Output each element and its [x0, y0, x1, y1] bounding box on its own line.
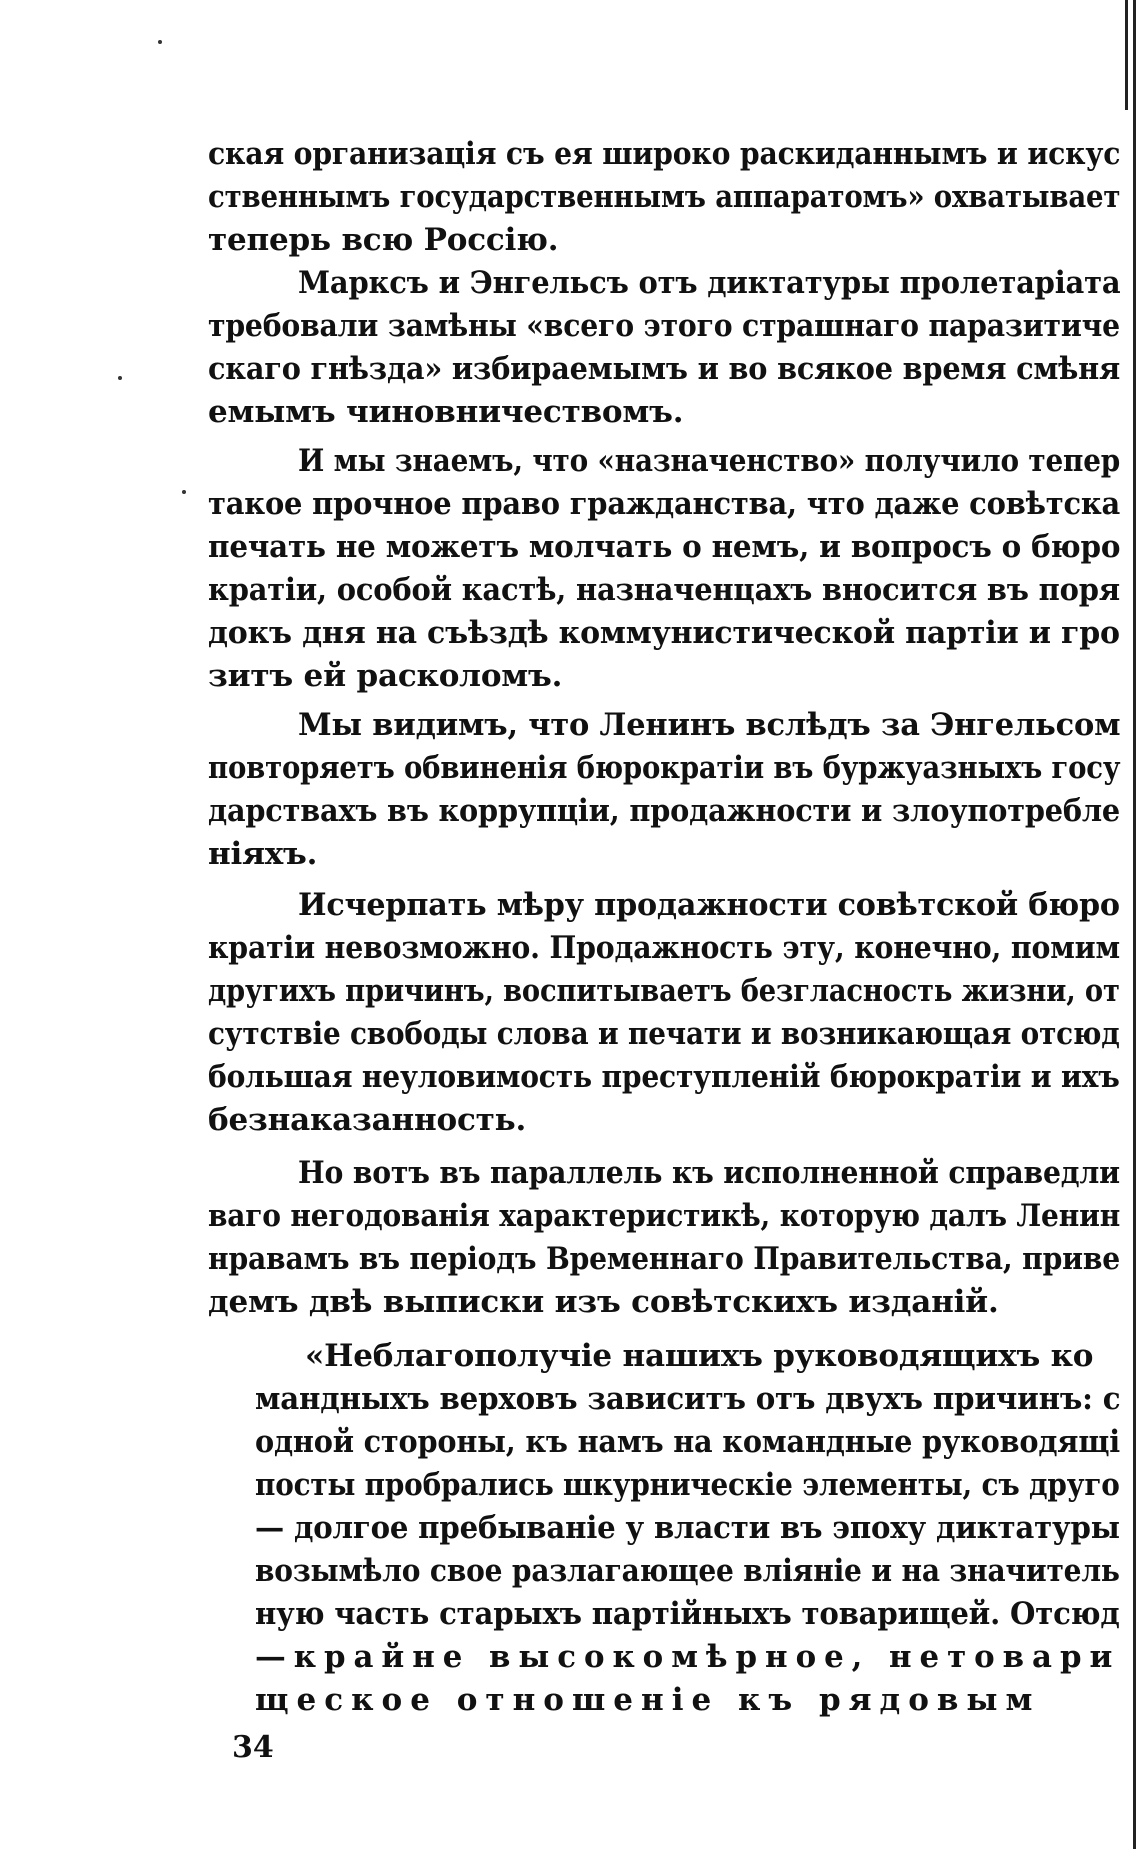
quote-line: мандныхъ верховъ зависитъ отъ двухъ причинъ: с — [255, 1381, 1121, 1417]
text-line: Исчерпать мѣру продажности совѣтской бюро — [298, 887, 1120, 923]
text-line: ваго негодованія характеристикѣ, которую далъ Ленин — [208, 1198, 1121, 1234]
text-line: ніяхъ. — [208, 836, 318, 872]
text-line: сутствіе свободы слова и печати и возникающая отсюд — [208, 1016, 1120, 1052]
text-line: требовали замѣны «всего этого страшнаго паразитиче — [208, 308, 1120, 344]
text-line: большая неуловимость преступленій бюрократіи и ихъ — [208, 1059, 1120, 1095]
text-line: нравамъ въ періодъ Временнаго Правительства, приве — [208, 1241, 1120, 1277]
quote-line-spaced: щеское отношеніе къ рядовым — [255, 1682, 1041, 1718]
text-line: другихъ причинъ, воспитываетъ безгласность жизни, от — [208, 973, 1120, 1009]
page-number: 34 — [232, 1730, 274, 1765]
text-line: ская организація съ ея широко раскиданнымъ и искус — [208, 136, 1121, 172]
text-line: ственнымъ государственнымъ аппаратомъ» охватывает — [208, 179, 1121, 215]
text-line: Марксъ и Энгельсъ отъ диктатуры пролетаріата — [298, 265, 1121, 301]
text-line: скаго гнѣзда» избираемымъ и во всякое время смѣня — [208, 351, 1121, 387]
scan-speck — [158, 40, 162, 44]
text-line: Но вотъ въ параллель къ исполненной справедли — [298, 1155, 1120, 1191]
quote-line: ную часть старыхъ партійныхъ товарищей. Отсюд — [255, 1596, 1120, 1632]
scan-speck — [182, 490, 186, 494]
text-line: зитъ ей расколомъ. — [208, 658, 563, 694]
text-line: теперь всю Россію. — [208, 222, 559, 258]
text-line: дарствахъ въ коррупціи, продажности и злоупотребле — [208, 793, 1120, 829]
quote-line: одной стороны, къ намъ на командные руководящі — [255, 1424, 1120, 1460]
text-line: кратіи, особой кастѣ, назначенцахъ вносится въ поря — [208, 572, 1120, 608]
quote-line-spaced: —крайне высокомѣрное, нетовари — [255, 1639, 1121, 1675]
page-edge-mark — [1125, 0, 1128, 110]
text-line: докъ дня на съѣздѣ коммунистической партіи и гро — [208, 615, 1120, 651]
text-line: емымъ чиновничествомъ. — [208, 394, 684, 430]
text-line: такое прочное право гражданства, что даже совѣтска — [208, 486, 1121, 522]
text-line: безнаказанность. — [208, 1102, 527, 1138]
text-line: кратіи невозможно. Продажность эту, конечно, помим — [208, 930, 1120, 966]
quote-line: возымѣло свое разлагающее вліяніе и на значитель — [255, 1553, 1120, 1589]
text-line: повторяетъ обвиненія бюрократіи въ буржуазныхъ госу — [208, 750, 1121, 786]
text-line: И мы знаемъ, что «назначенство» получило тепер — [298, 443, 1121, 479]
quote-line: «Неблагополучіе нашихъ руководящихъ ко — [305, 1338, 1094, 1374]
page-edge-line — [1133, 0, 1136, 1849]
text-line: печать не можетъ молчать о немъ, и вопросъ о бюро — [208, 529, 1121, 565]
quote-line: — долгое пребываніе у власти въ эпоху диктатуры — [255, 1510, 1120, 1546]
scan-speck — [118, 376, 122, 380]
text-line: демъ двѣ выписки изъ совѣтскихъ изданій. — [208, 1284, 999, 1320]
quote-line: посты пробрались шкурническіе элементы, съ друго — [255, 1467, 1120, 1503]
text-line: Мы видимъ, что Ленинъ вслѣдъ за Энгельсом — [298, 707, 1121, 743]
